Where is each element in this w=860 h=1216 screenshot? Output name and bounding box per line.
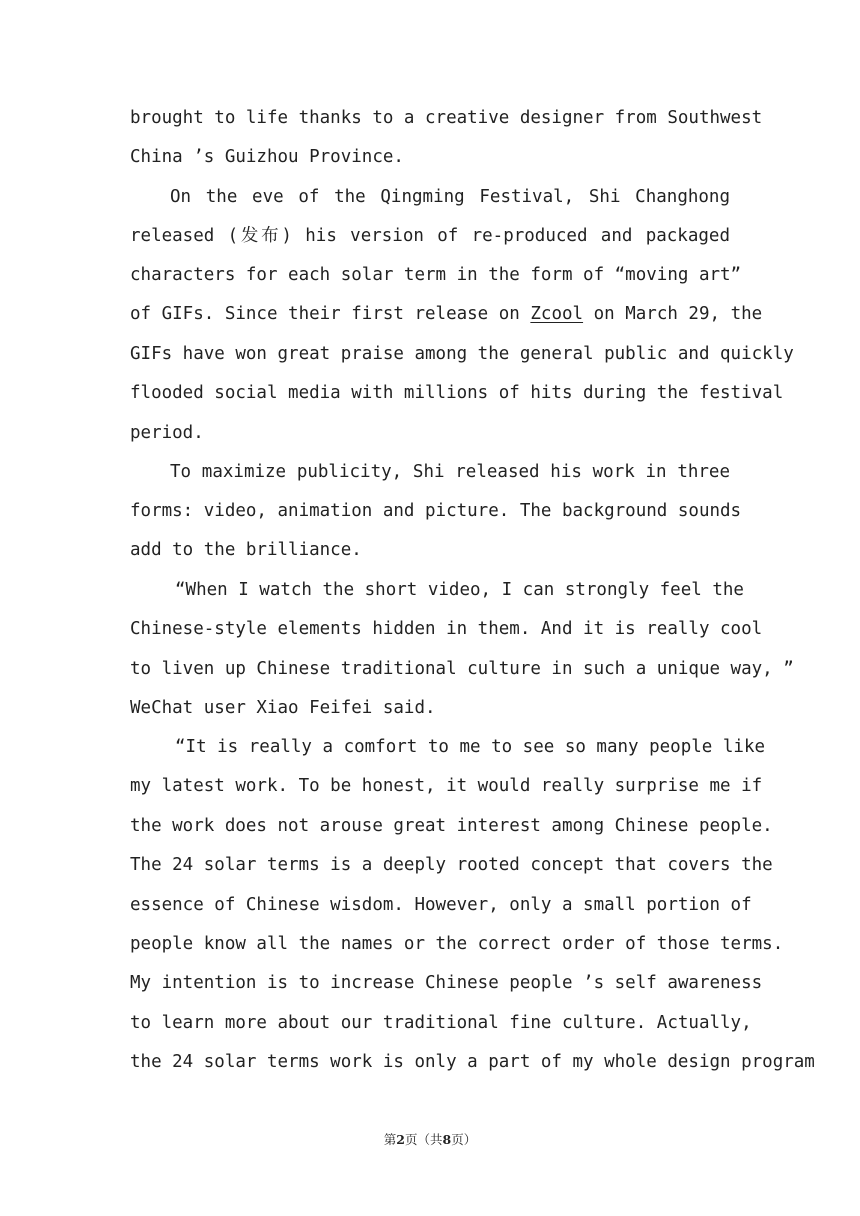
footer-mid: 页（共 (404, 1132, 443, 1147)
text-line: brought to life thanks to a creative designer from Southwest (130, 108, 763, 128)
footer-prefix: 第 (383, 1132, 397, 1147)
text-line: The 24 solar terms is a deeply rooted concept that covers the (130, 855, 773, 875)
text-line: On the eve of the Qingming Festival, Shi Changhong (170, 187, 730, 207)
text-line: people know all the names or the correct order of those terms. (130, 934, 784, 954)
text-line: released (发布) his version of re-produced and packaged (130, 226, 730, 246)
text-line: flooded social media with millions of hits during the festival (130, 383, 784, 403)
text-line: China ’s Guizhou Province. (130, 147, 404, 167)
text-line: my latest work. To be honest, it would really surprise me if (130, 776, 763, 796)
text-segment: on March 29, the (593, 304, 763, 324)
footer-suffix: 页） (451, 1132, 477, 1147)
text-line: My intention is to increase Chinese people ’s self awareness (130, 973, 763, 993)
text-segment: of GIFs. Since their first release on (130, 304, 520, 324)
text-line: “It is really a comfort to me to see so many people like (175, 737, 766, 757)
text-line: period. (130, 423, 204, 443)
text-line: the work does not arouse great interest among Chinese people. (130, 816, 773, 836)
text-line: To maximize publicity, Shi released his work in three (170, 462, 730, 482)
text-line: to liven up Chinese traditional culture in such a unique way, ” (130, 659, 794, 679)
text-line: WeChat user Xiao Feifei said. (130, 698, 436, 718)
total-page-count: 8 (442, 1132, 452, 1147)
text-line: to learn more about our traditional fine culture. Actually, (130, 1013, 752, 1033)
text-line: characters for each solar term in the form of “moving art” (130, 265, 742, 285)
text-line: “When I watch the short video, I can strongly feel the (175, 580, 744, 600)
page-footer (0, 1130, 860, 1148)
text-line: forms: video, animation and picture. The background sounds (130, 501, 742, 521)
text-line: essence of Chinese wisdom. However, only a small portion of (130, 895, 752, 915)
text-line: add to the brilliance. (130, 540, 362, 560)
text-line: Chinese-style elements hidden in them. And it is really cool (130, 619, 763, 639)
text-line: the 24 solar terms work is only a part of my whole design program (130, 1052, 815, 1072)
text-line: GIFs have won great praise among the general public and quickly (130, 344, 794, 364)
current-page-number: 2 (396, 1132, 405, 1147)
zcool-link[interactable]: Zcool (530, 304, 584, 324)
text-line-with-link (130, 302, 763, 326)
